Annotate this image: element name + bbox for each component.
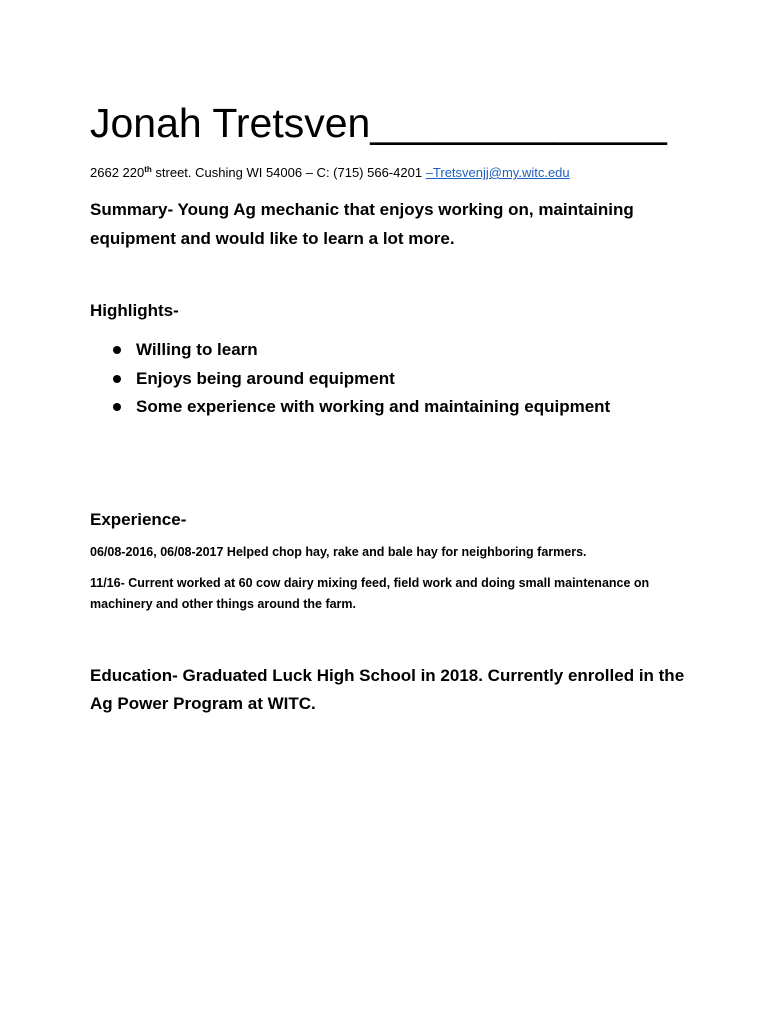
- applicant-name: [90, 98, 667, 148]
- bullet-icon: [113, 403, 121, 411]
- education-paragraph: Education- Graduated Luck High School in 2018. Currently enrolled in the Ag Power Program at WITC.: [90, 666, 685, 713]
- list-item: [90, 336, 610, 365]
- highlight-text: Willing to learn: [136, 340, 258, 359]
- experience-entry-1: 06/08-2016, 06/08-2017 Helped chop hay, rake and bale hay for neighboring farmers.: [90, 545, 587, 559]
- highlight-text: Enjoys being around equipment: [136, 368, 395, 388]
- name-underline: _____________: [370, 100, 667, 146]
- address-rest: street. Cushing WI 54006 – C: (715) 566-4201: [151, 165, 426, 180]
- highlight-text: Some experience with working and maintaining equipment: [136, 397, 611, 416]
- address-ordinal-suffix: th: [144, 165, 152, 174]
- highlights-list: [90, 336, 610, 422]
- list-item: [90, 365, 610, 394]
- address-number: 2662 220: [90, 165, 145, 180]
- bullet-icon: [113, 346, 121, 354]
- experience-entry-2: 11/16- Current worked at 60 cow dairy mixing feed, field work and doing small maintenance on machinery and other things around the farm.: [90, 576, 650, 611]
- email-link[interactable]: –Tretsvenjj@my.witc.edu: [425, 165, 570, 180]
- highlights-heading: Highlights-: [90, 301, 179, 320]
- applicant-name-text: Jonah Tretsven: [90, 100, 371, 146]
- contact-line: [90, 164, 570, 182]
- list-item: [90, 393, 610, 422]
- experience-heading: Experience-: [90, 510, 187, 529]
- bullet-icon: [113, 375, 121, 383]
- summary-paragraph: Summary- Young Ag mechanic that enjoys working on, maintaining equipment and would like to learn a lot more.: [90, 200, 634, 248]
